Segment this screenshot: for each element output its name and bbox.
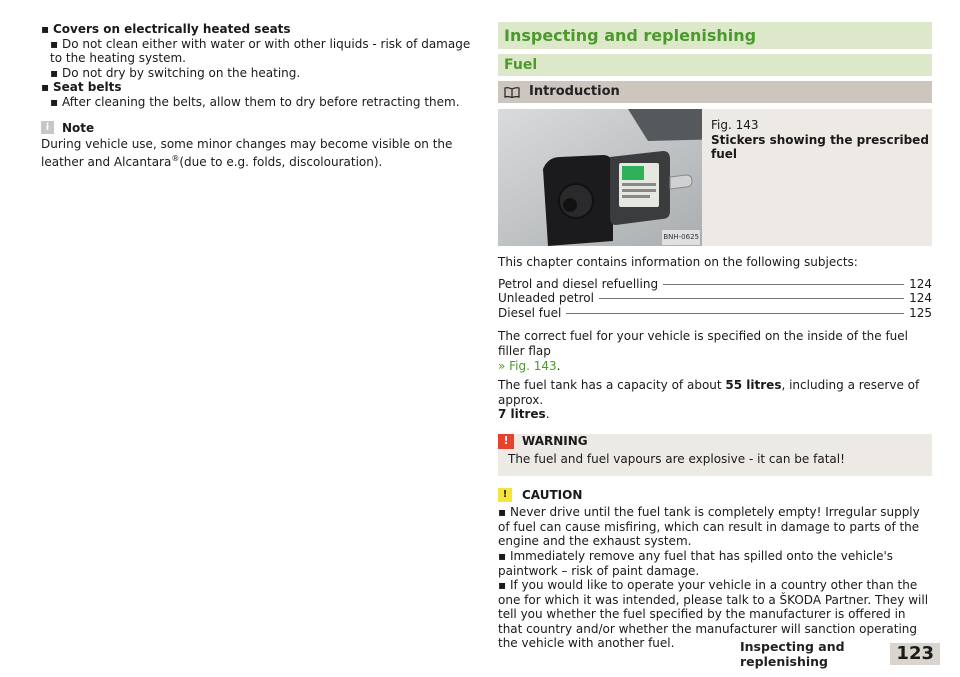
toc-page: 124 [909, 291, 932, 306]
caution-icon: ! [498, 488, 512, 502]
figure-caption [702, 109, 932, 246]
note-header [41, 121, 471, 136]
warning-box [498, 434, 932, 476]
toc-leader [599, 298, 904, 299]
warning-header [498, 434, 932, 449]
bullet-item: ▪ Seat belts [41, 80, 122, 95]
toc-page: 125 [909, 305, 932, 320]
note-text: During vehicle use, some minor changes may become visible on the leather and Alcantara®(due to e.g. folds, discolouration). [41, 137, 453, 169]
info-icon: i [41, 121, 54, 134]
figure-link[interactable]: » Fig. 143 [498, 358, 557, 373]
toc-row[interactable] [498, 306, 932, 321]
page-footer [740, 639, 940, 669]
subsection-title: Fuel [498, 54, 932, 76]
caution-item: ▪ Immediately remove any fuel that has spilled onto the vehicle's paintwork – risk of paint damage. [498, 548, 894, 578]
figure-label: Fig. 143 [710, 118, 759, 132]
fuel-flap-photo [498, 109, 702, 246]
toc-label: Diesel fuel [498, 305, 562, 320]
warning-icon: ! [498, 434, 514, 449]
page-number: 123 [890, 643, 940, 665]
toc-label: Unleaded petrol [498, 291, 594, 306]
toc-leader [566, 313, 904, 314]
book-icon [504, 87, 520, 98]
bullet-item: ▪ Covers on electrically heated seats [41, 22, 291, 36]
footer-chapter: Inspecting and replenishing [740, 639, 845, 669]
toc-page: 124 [909, 276, 932, 291]
toc-list [498, 277, 932, 321]
figure-code: BNH-0625 [662, 230, 700, 245]
section-title: Inspecting and replenishing [498, 22, 932, 49]
toc-label: Petrol and diesel refuelling [498, 276, 659, 291]
fuel-flap-image [498, 109, 702, 246]
caution-title: CAUTION [522, 487, 583, 502]
toc-row[interactable] [498, 277, 932, 292]
sub-bullet-item: ▪ After cleaning the belts, allow them to dry before retracting them. [50, 94, 460, 109]
warning-text: The fuel and fuel vapours are explosive - it can be fatal! [508, 451, 845, 466]
toc-leader [663, 284, 904, 285]
paragraph-tank-capacity: The fuel tank has a capacity of about 55 litres, including a reserve of approx. 7 litres. [498, 378, 920, 422]
left-column [41, 22, 471, 169]
toc-intro: This chapter contains information on the following subjects: [498, 255, 858, 269]
caution-item: ▪ Never drive until the fuel tank is completely empty! Irregular supply of fuel can cause misfiring, which can result in damage to parts of the engine and the exhaust system. [498, 505, 920, 549]
figure-box [498, 109, 932, 246]
sub-bullet-item: ▪ Do not dry by switching on the heating. [50, 65, 301, 80]
caution-header [498, 488, 932, 503]
sub-bullet-item: ▪ Do not clean either with water or with other liquids - risk of damage to the heating system. [50, 36, 471, 66]
right-column [498, 22, 932, 651]
introduction-title: Introduction [529, 84, 620, 99]
introduction-header [498, 81, 932, 103]
toc-row[interactable] [498, 291, 932, 306]
paragraph-fuel-spec: The correct fuel for your vehicle is specified on the inside of the fuel filler flap » Fig. 143. [498, 329, 908, 373]
caution-item: ▪ If you would like to operate your vehicle in a country other than the one for which it was intended, please talk to a ŠKODA Partner. They will tell you whether the fuel specified by the manufacturer is offered in that country and/or whether the manufacturer will sanction operating the vehicle with another fuel. [498, 578, 929, 651]
figure-title: Stickers showing the prescribed fuel [710, 132, 929, 162]
warning-title: WARNING [522, 434, 588, 449]
note-title: Note [62, 120, 95, 135]
